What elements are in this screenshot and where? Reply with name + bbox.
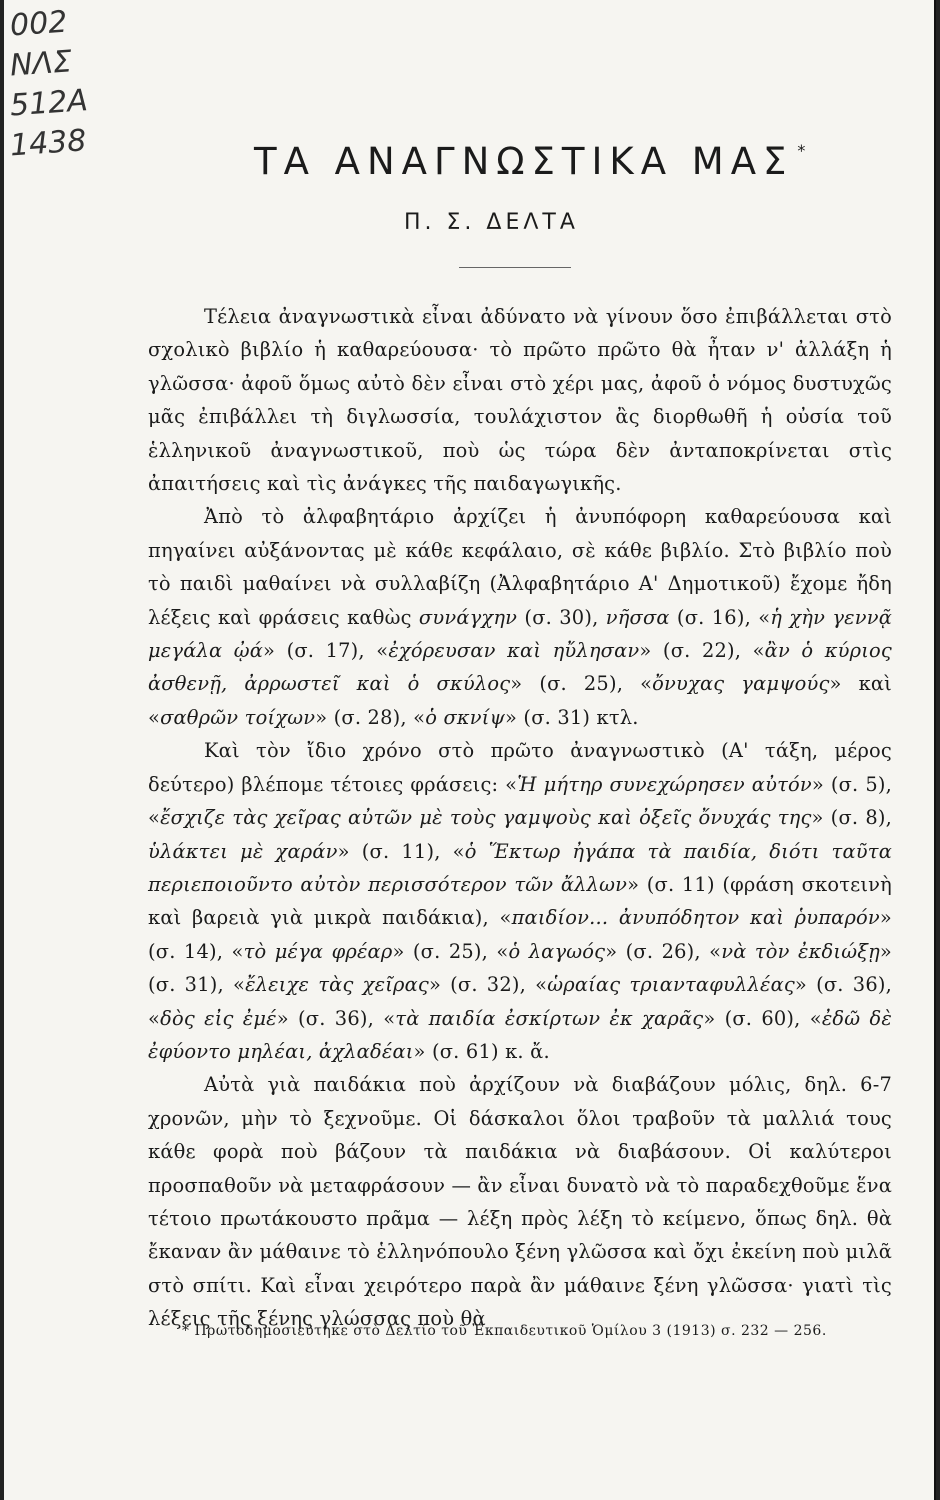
- article-title: [254, 140, 834, 183]
- annotation-line: 002: [8, 4, 69, 44]
- title-text: ΤΑ ΑΝΑΓΝΩΣΤΙΚΑ ΜΑΣ: [254, 140, 794, 183]
- document-page: [4, 0, 934, 1500]
- footnote: [152, 1320, 892, 1342]
- annotation-line: 512Α: [8, 83, 89, 124]
- paragraph-3: Καὶ τὸν ἴδιο χρόνο στὸ πρῶτο ἀναγνωστικὸ (Α' τάξη, μέρος δεύτερο) βλέπομε τέτοιες φράσεις: «Ἡ μήτηρ συνεχώρησεν αὐτόν» (σ. 5), «ἔσχιζε τὰς χεῖρας αὐτῶν μὲ τοὺς γαμψοὺς καὶ ὀξεῖς ὄνυχάς της» (σ. 8), ὑλάκτει μὲ χαράν» (σ. 11), «ὁ Ἕκτωρ ἠγάπα τὰ παιδία, διότι ταῦτα περιεποιοῦντο αὐτὸν περισσότερον τῶν ἄλλων» (σ. 11) (φράση σκοτεινὴ καὶ βαρειὰ γιὰ μικρὰ παιδάκια), «παιδίον... ἀνυπόδητον καὶ ῥυπαρόν» (σ. 14), «τὸ μέγα φρέαρ» (σ. 25), «ὁ λαγωός» (σ. 26), «νὰ τὸν ἐκδιώξῃ» (σ. 31), «ἔλειχε τὰς χεῖρας» (σ. 32), «ὡραίας τριανταφυλλέας» (σ. 36), «δὸς εἰς ἐμέ» (σ. 36), «τὰ παιδία ἐσκίρτων ἐκ χαρᾶς» (σ. 60), «ἐδῶ δὲ ἐφύοντο μηλέαι, ἀχλαδέαι» (σ. 61) κ. ἄ.: [148, 739, 892, 1063]
- footnote-marker: *: [797, 141, 806, 160]
- scan-edge-right: [936, 0, 940, 1500]
- handwritten-annotation: [10, 2, 140, 162]
- footnote-text: * Πρωτοδημοσιεύτηκε στὸ Δελτίο τοῦ Ἐκπαιδευτικοῦ Ὁμίλου 3 (1913) σ. 232 — 256.: [182, 1323, 827, 1339]
- author-name: Π. Σ. ΔΕΛΤΑ: [404, 210, 579, 235]
- paragraph-2: Ἀπὸ τὸ ἀλφαβητάριο ἀρχίζει ἡ ἀνυπόφορη καθαρεύουσα καὶ πηγαίνει αὐξάνοντας μὲ κάθε κεφάλαιο, σὲ κάθε βιβλίο. Στὸ βιβλίο ποὺ τὸ παιδὶ μαθαίνει νὰ συλλαβίζη (Ἀλφαβητάριο Α' Δημοτικοῦ) ἔχομε ἤδη λέξεις καὶ φράσεις καθὼς συνάγχην (σ. 30), νῆσσα (σ. 16), «ἡ χὴν γεννᾷ μεγάλα ᾠά» (σ. 17), «ἐχόρευσαν καὶ ηὔλησαν» (σ. 22), «ἂν ὁ κύριος ἀσθενῇ, ἀρρωστεῖ καὶ ὁ σκύλος» (σ. 25), «ὄνυχας γαμψούς» καὶ «σαθρῶν τοίχων» (σ. 28), «ὁ σκνίψ» (σ. 31) κτλ.: [148, 505, 892, 729]
- paragraph-1: Τέλεια ἀναγνωστικὰ εἶναι ἀδύνατο νὰ γίνουν ὅσο ἐπιβάλλεται στὸ σχολικὸ βιβλίο ἡ καθαρεύουσα· τὸ πρῶτο πρῶτο θὰ ἦταν ν' ἀλλάξη ἡ γλῶσσα· ἀφοῦ ὅμως αὐτὸ δὲν εἶναι στὸ χέρι μας, ἀφοῦ ὁ νόμος δυστυχῶς μᾶς ἐπιβάλλει τὴ διγλωσσία, τουλάχιστον ἂς διορθωθῆ ἡ οὐσία τοῦ ἑλληνικοῦ ἀναγνωστικοῦ, ποὺ ὡς τώρα δὲν ἀνταποκρίνεται στὶς ἀπαιτήσεις καὶ τὶς ἀνάγκες τῆς παιδαγωγικῆς.: [148, 305, 892, 496]
- article-body: [148, 300, 892, 1336]
- annotation-line: 1438: [8, 123, 88, 164]
- annotation-line: ΝΛΣ: [8, 44, 74, 84]
- paragraph-4: Αὐτὰ γιὰ παιδάκια ποὺ ἀρχίζουν νὰ διαβάζουν μόλις, δηλ. 6-7 χρονῶν, μὴν τὸ ξεχνοῦμε. Οἱ δάσκαλοι ὅλοι τραβοῦν τὰ μαλλιά τους κάθε φορὰ ποὺ βάζουν τὰ παιδάκια νὰ διαβάσουν. Οἱ καλύτεροι προσπαθοῦν νὰ μεταφράσουν — ἂν εἶναι δυνατὸ νὰ τὸ παραδεχθοῦμε ἕνα τέτοιο πρωτάκουστο πρᾶμα — λέξη πρὸς λέξη τὸ κείμενο, ὅπως δηλ. θὰ ἔκαναν ἂν μάθαινε τὸ ἑλληνόπουλο ξένη γλῶσσα καὶ ὄχι ἐκείνη ποὺ μιλᾶ στὸ σπίτι. Καὶ εἶναι χειρότερο παρὰ ἂν μάθαινε ξένη γλῶσσα· γιατὶ τὶς λέξεις τῆς ξένης γλώσσας ποὺ θὰ: [148, 1073, 892, 1331]
- title-divider: [459, 267, 571, 268]
